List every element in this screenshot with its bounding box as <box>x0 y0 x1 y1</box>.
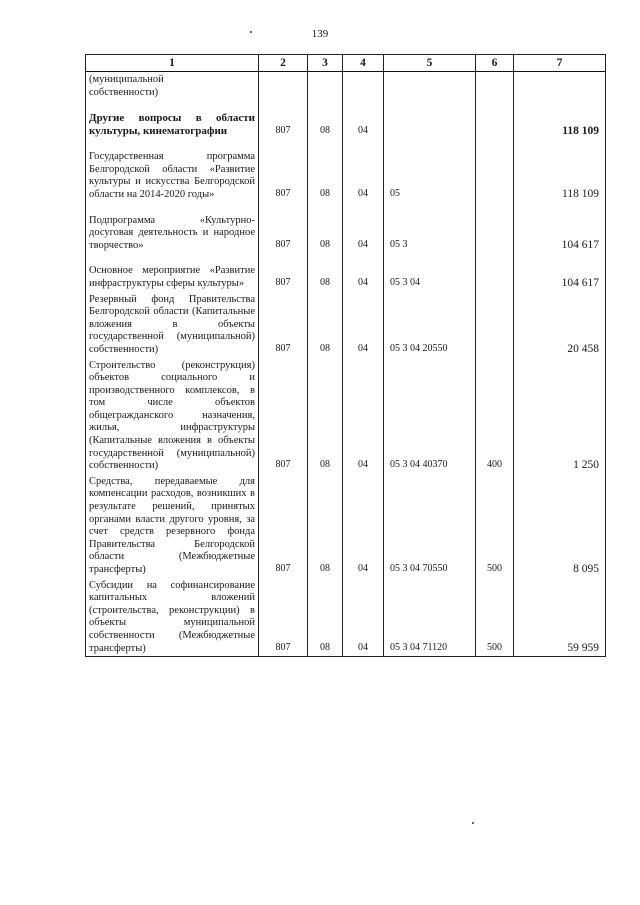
row-amount: 8 095 <box>514 474 606 578</box>
row-name: Другие вопросы в области культуры, кинематографии <box>86 110 259 139</box>
row-spacer <box>86 139 606 149</box>
scan-speck <box>250 31 252 33</box>
row-expense-type <box>476 292 514 358</box>
row-ministry: 807 <box>259 358 308 474</box>
row-amount: 118 109 <box>514 110 606 139</box>
row-ministry: 807 <box>259 263 308 291</box>
budget-table <box>85 54 606 657</box>
row-spacer <box>86 100 606 110</box>
row-amount: 20 458 <box>514 292 606 358</box>
row-name-text: (муниципальной собственности) <box>89 74 164 98</box>
header-col-section: 3 <box>308 55 343 72</box>
table-header-row <box>86 55 606 72</box>
scan-speck <box>472 822 474 824</box>
row-section: 08 <box>308 149 343 202</box>
row-target: 05 3 04 20550 <box>384 292 476 358</box>
row-section: 08 <box>308 110 343 139</box>
row-subsection: 04 <box>343 263 384 291</box>
row-amount: 118 109 <box>514 149 606 202</box>
row-ministry <box>259 72 308 101</box>
row-target: 05 3 04 40370 <box>384 358 476 474</box>
row-amount: 104 617 <box>514 213 606 254</box>
row-expense-type <box>476 149 514 202</box>
row-name: Подпрограмма «Культурно-досуговая деятельность и народное творчество» <box>86 213 259 254</box>
row-ministry: 807 <box>259 292 308 358</box>
table-row <box>86 72 606 101</box>
row-expense-type: 500 <box>476 578 514 657</box>
row-ministry: 807 <box>259 578 308 657</box>
row-ministry: 807 <box>259 474 308 578</box>
row-subsection: 04 <box>343 474 384 578</box>
row-subsection: 04 <box>343 578 384 657</box>
row-ministry: 807 <box>259 110 308 139</box>
row-expense-type <box>476 72 514 101</box>
table-row <box>86 292 606 358</box>
row-subsection: 04 <box>343 110 384 139</box>
table-row <box>86 213 606 254</box>
row-target: 05 3 04 <box>384 263 476 291</box>
row-target: 05 <box>384 149 476 202</box>
table-row <box>86 474 606 578</box>
row-expense-type: 400 <box>476 358 514 474</box>
row-target <box>384 72 476 101</box>
header-col-name: 1 <box>86 55 259 72</box>
row-subsection <box>343 72 384 101</box>
row-section: 08 <box>308 292 343 358</box>
row-target: 05 3 <box>384 213 476 254</box>
row-target <box>384 110 476 139</box>
table-row <box>86 110 606 139</box>
page-number: 139 <box>311 28 329 40</box>
row-amount <box>514 72 606 101</box>
row-name: Средства, передаваемые для компенсации расходов, возникших в результате решений, принятых органами власти другого уровня, за счет средств резервного фонда Правительства Белгородской области (Межбюджетные трансферты) <box>86 474 259 578</box>
row-subsection: 04 <box>343 358 384 474</box>
row-name: Субсидии на софинансирование капитальных вложений (строительства, реконструкции) в объекты муниципальной собственности (Межбюджетные трансферты) <box>86 578 259 657</box>
header-col-ministry: 2 <box>259 55 308 72</box>
row-target: 05 3 04 70550 <box>384 474 476 578</box>
header-col-amount: 7 <box>514 55 606 72</box>
row-name <box>86 72 259 101</box>
table-row <box>86 263 606 291</box>
row-expense-type <box>476 110 514 139</box>
row-amount: 59 959 <box>514 578 606 657</box>
row-spacer <box>86 203 606 213</box>
row-name: Строительство (реконструкция) объектов социального и производственного комплексов, в том числе объектов общегражданского назначения, жилья, инфраструктуры (Капитальные вложения в объекты государственной (муниципальной) собственности) <box>86 358 259 474</box>
table-row <box>86 358 606 474</box>
row-name: Резервный фонд Правительства Белгородской области (Капитальные вложения в объекты государственной (муниципальной) собственности) <box>86 292 259 358</box>
header-col-expense-type: 6 <box>476 55 514 72</box>
row-section: 08 <box>308 213 343 254</box>
header-col-target: 5 <box>384 55 476 72</box>
row-section: 08 <box>308 578 343 657</box>
row-subsection: 04 <box>343 292 384 358</box>
row-ministry: 807 <box>259 149 308 202</box>
row-ministry: 807 <box>259 213 308 254</box>
row-amount: 104 617 <box>514 263 606 291</box>
header-col-subsection: 4 <box>343 55 384 72</box>
row-subsection: 04 <box>343 149 384 202</box>
row-amount: 1 250 <box>514 358 606 474</box>
row-expense-type: 500 <box>476 474 514 578</box>
row-section: 08 <box>308 358 343 474</box>
row-section: 08 <box>308 263 343 291</box>
table-row <box>86 149 606 202</box>
row-expense-type <box>476 213 514 254</box>
row-subsection: 04 <box>343 213 384 254</box>
row-section: 08 <box>308 474 343 578</box>
row-section <box>308 72 343 101</box>
row-expense-type <box>476 263 514 291</box>
row-name: Государственная программа Белгородской области «Развитие культуры и искусства Белгородской области на 2014-2020 годы» <box>86 149 259 202</box>
row-spacer <box>86 253 606 263</box>
row-name: Основное мероприятие «Развитие инфраструктуры сферы культуры» <box>86 263 259 291</box>
table-row <box>86 578 606 657</box>
row-target: 05 3 04 71120 <box>384 578 476 657</box>
